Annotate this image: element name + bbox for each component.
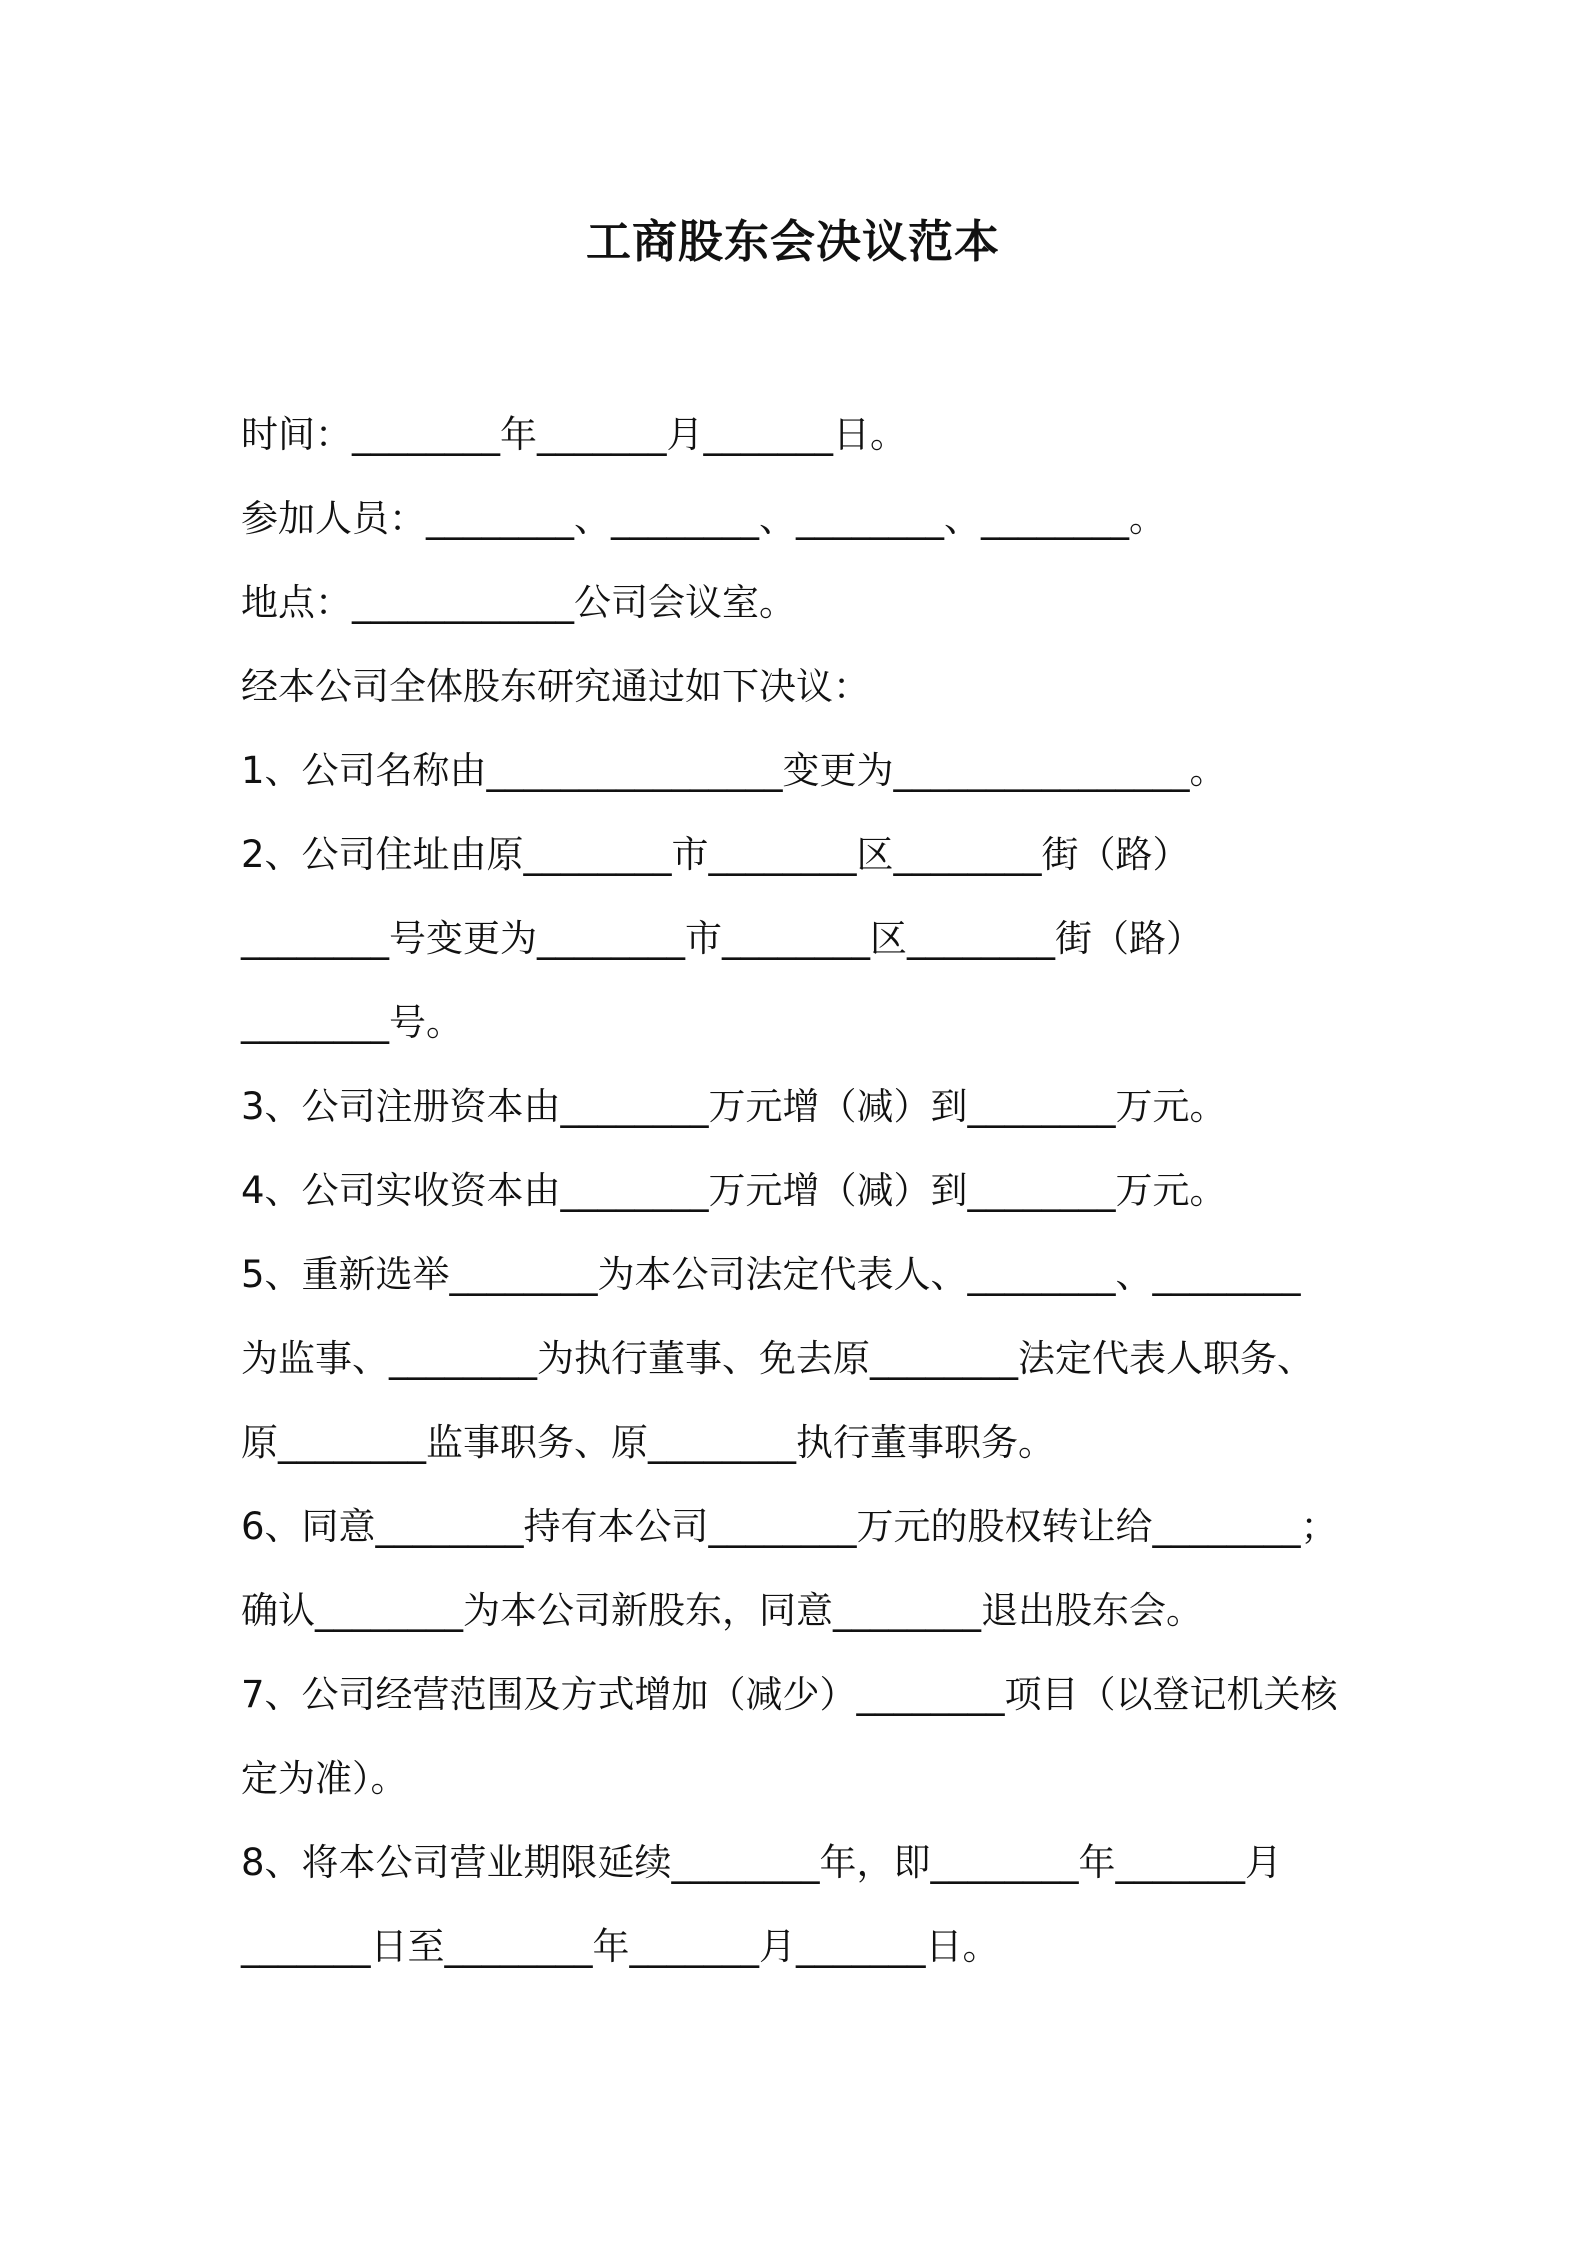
resolution-item-5-end: 原________监事职务、原________执行董事职务。 bbox=[241, 1421, 1055, 1464]
resolution-item-7: 7、公司经营范围及方式增加（减少）________项目（以登记机关核 bbox=[241, 1673, 1338, 1716]
resolution-item-6: 6、同意________持有本公司________万元的股权转让给________； bbox=[241, 1505, 1338, 1548]
resolution-item-2-cont: ________号变更为________市________区________街（路） bbox=[241, 917, 1203, 960]
resolution-item-3: 3、公司注册资本由________万元增（减）到________万元。 bbox=[241, 1085, 1227, 1128]
date-line: 时间：________年_______月_______日。 bbox=[241, 413, 907, 456]
resolution-item-5-cont: 为监事、________为执行董事、免去原________法定代表人职务、 bbox=[241, 1337, 1314, 1380]
resolution-item-2-end: ________号。 bbox=[241, 1001, 463, 1044]
resolution-item-8: 8、将本公司营业期限延续________年，即________年_______月 bbox=[241, 1841, 1283, 1884]
document-title: 工商股东会决议范本 bbox=[585, 215, 1000, 268]
resolution-item-5: 5、重新选举________为本公司法定代表人、________、________ bbox=[241, 1253, 1301, 1296]
resolution-item-1: 1、公司名称由________________变更为________________。 bbox=[241, 749, 1227, 792]
resolution-item-2: 2、公司住址由原________市________区________街（路） bbox=[241, 833, 1190, 876]
resolution-item-6-cont: 确认________为本公司新股东，同意________退出股东会。 bbox=[241, 1589, 1203, 1632]
resolution-item-8-cont: _______日至________年_______月_______日。 bbox=[241, 1925, 1000, 1968]
resolution-item-7-cont: 定为准）。 bbox=[241, 1757, 408, 1800]
resolution-item-4: 4、公司实收资本由________万元增（减）到________万元。 bbox=[241, 1169, 1227, 1212]
resolution-intro: 经本公司全体股东研究通过如下决议： bbox=[241, 665, 870, 708]
location-line: 地点：____________公司会议室。 bbox=[241, 581, 796, 624]
attendees-line: 参加人员：________、________、________、________。 bbox=[241, 497, 1166, 540]
